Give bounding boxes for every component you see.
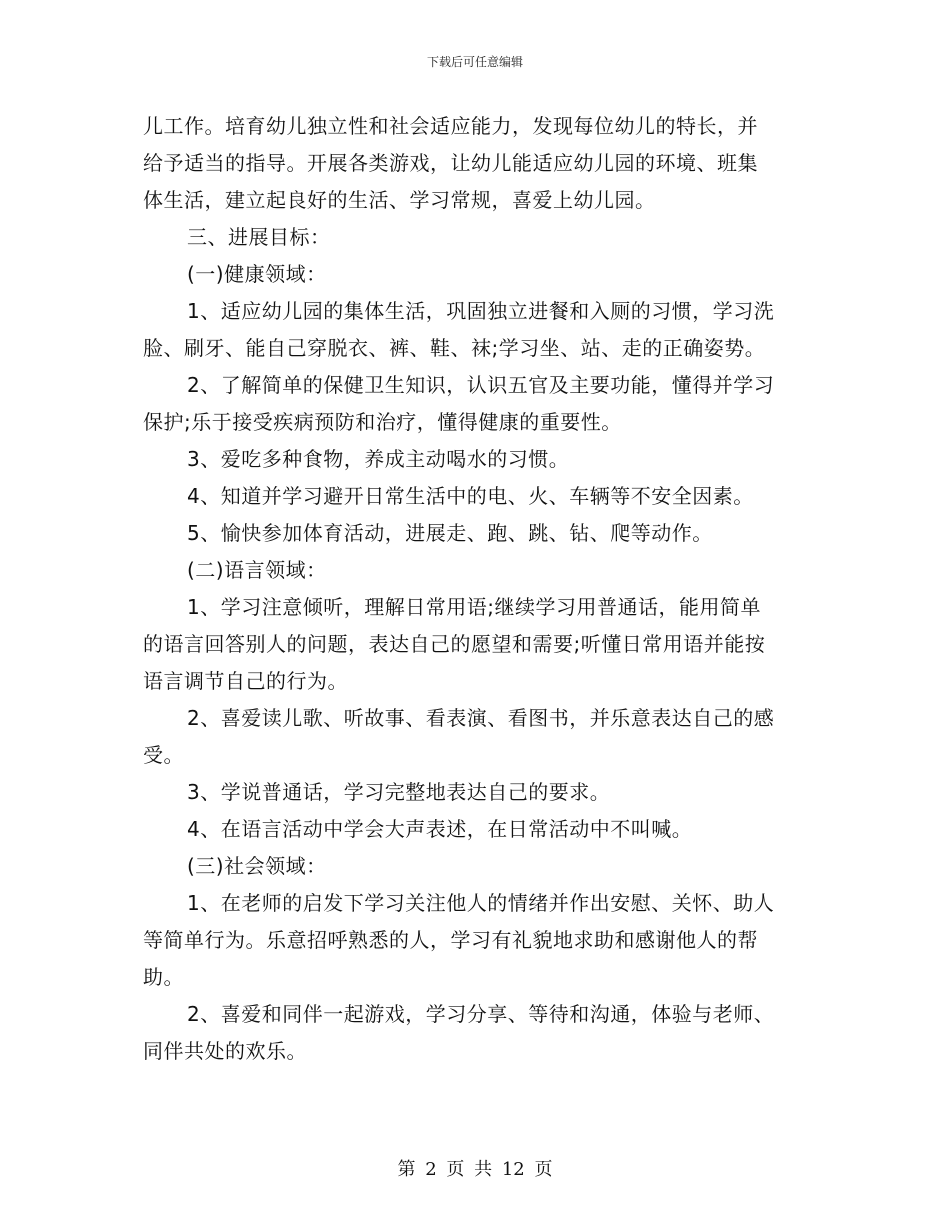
body-line: 保护;乐于接受疾病预防和治疗，懂得健康的重要性。 xyxy=(143,410,622,434)
body-line: 5、愉快参加体育活动，进展走、跑、跳、钻、爬等动作。 xyxy=(187,521,713,545)
body-line: 体生活，建立起良好的生活、学习常规，喜爱上幼儿园。 xyxy=(143,188,656,212)
body-line: 1、学习注意倾听，理解日常用语;继续学习用普通话，能用简单 xyxy=(187,595,761,619)
body-line: 受。 xyxy=(143,743,184,767)
subsection-heading: (一)健康领域： xyxy=(187,262,327,286)
body-line: 的语言回答别人的问题，表达自己的愿望和需要;听懂日常用语并能按 xyxy=(143,632,766,656)
body-line: 脸、刷牙、能自己穿脱衣、裤、鞋、袜;学习坐、站、走的正确姿势。 xyxy=(143,336,766,360)
body-line: 1、适应幼儿园的集体生活，巩固独立进餐和入厕的习惯，学习洗 xyxy=(187,299,775,323)
page-number: 第 2 页 共 12 页 xyxy=(397,1159,553,1180)
page-header-note: 下载后可任意编辑 xyxy=(426,55,523,69)
section-heading: 三、进展目标： xyxy=(187,225,331,249)
body-line: 给予适当的指导。开展各类游戏，让幼儿能适应幼儿园的环境、班集 xyxy=(143,151,758,175)
body-line: 2、喜爱读儿歌、听故事、看表演、看图书，并乐意表达自己的感 xyxy=(187,706,775,730)
body-line: 儿工作。培育幼儿独立性和社会适应能力，发现每位幼儿的特长，并 xyxy=(143,114,758,138)
body-line: 助。 xyxy=(143,965,184,989)
body-line: 2、喜爱和同伴一起游戏，学习分享、等待和沟通，体验与老师、 xyxy=(187,1002,775,1026)
body-line: 3、学说普通话，学习完整地表达自己的要求。 xyxy=(187,780,611,804)
subsection-heading: (二)语言领域： xyxy=(187,558,327,582)
body-line: 1、在老师的启发下学习关注他人的情绪并作出安慰、关怀、助人 xyxy=(187,891,775,915)
body-line: 同伴共处的欢乐。 xyxy=(143,1039,307,1063)
body-line: 语言调节自己的行为。 xyxy=(143,669,348,693)
document-body xyxy=(143,108,813,1070)
subsection-heading: (三)社会领域： xyxy=(187,854,327,878)
body-line: 2、了解简单的保健卫生知识，认识五官及主要功能，懂得并学习 xyxy=(187,373,775,397)
body-line: 3、爱吃多种食物，养成主动喝水的习惯。 xyxy=(187,447,570,471)
body-line: 等简单行为。乐意招呼熟悉的人，学习有礼貌地求助和感谢他人的帮 xyxy=(143,928,758,952)
body-line: 4、知道并学习避开日常生活中的电、火、车辆等不安全因素。 xyxy=(187,484,754,508)
body-line: 4、在语言活动中学会大声表述，在日常活动中不叫喊。 xyxy=(187,817,693,841)
